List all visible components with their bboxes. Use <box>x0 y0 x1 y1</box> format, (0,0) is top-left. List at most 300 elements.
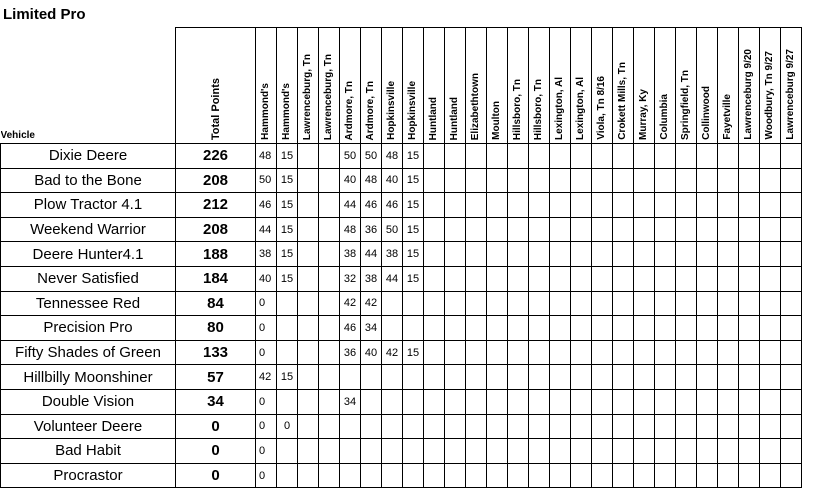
event-points-cell <box>697 365 718 390</box>
event-points-cell <box>508 439 529 464</box>
event-points-cell <box>298 291 319 316</box>
event-points-cell: 15 <box>403 193 424 218</box>
vehicle-name-cell: Never Satisfied <box>1 266 176 291</box>
event-points-cell <box>655 414 676 439</box>
event-points-cell <box>298 340 319 365</box>
event-points-cell <box>550 168 571 193</box>
table-row <box>1 217 802 242</box>
event-points-cell: 15 <box>277 168 298 193</box>
event-points-cell <box>697 266 718 291</box>
event-points-cell <box>445 242 466 267</box>
vehicle-name-cell: Bad Habit <box>1 439 176 464</box>
event-points-cell <box>487 217 508 242</box>
event-header-label: Collinwood <box>701 86 712 140</box>
event-points-cell <box>655 242 676 267</box>
event-points-cell <box>634 266 655 291</box>
event-points-cell <box>571 193 592 218</box>
table-row <box>1 316 802 341</box>
event-points-cell <box>676 316 697 341</box>
event-points-cell: 38 <box>361 266 382 291</box>
event-points-cell: 50 <box>382 217 403 242</box>
event-points-cell <box>718 144 739 169</box>
event-points-cell <box>298 242 319 267</box>
event-points-cell: 46 <box>256 193 277 218</box>
event-points-cell <box>676 439 697 464</box>
event-points-cell <box>466 242 487 267</box>
event-points-cell: 42 <box>361 291 382 316</box>
event-points-cell <box>424 217 445 242</box>
event-points-cell <box>634 439 655 464</box>
event-points-cell <box>592 217 613 242</box>
event-points-cell <box>550 144 571 169</box>
event-points-cell <box>781 193 802 218</box>
event-points-cell <box>697 463 718 488</box>
event-points-cell <box>760 316 781 341</box>
event-points-cell: 42 <box>256 365 277 390</box>
event-column-header <box>634 28 655 144</box>
event-column-header <box>256 28 277 144</box>
event-points-cell <box>634 168 655 193</box>
table-row <box>1 242 802 267</box>
total-points-cell: 0 <box>176 439 256 464</box>
event-column-header <box>550 28 571 144</box>
event-points-cell <box>592 340 613 365</box>
event-header-label: Huntland <box>428 96 439 140</box>
event-points-cell <box>550 266 571 291</box>
event-points-cell: 44 <box>361 242 382 267</box>
event-points-cell <box>529 316 550 341</box>
event-points-cell: 48 <box>340 217 361 242</box>
total-points-cell: 57 <box>176 365 256 390</box>
event-points-cell <box>361 414 382 439</box>
event-points-cell <box>697 389 718 414</box>
event-points-cell <box>319 291 340 316</box>
event-column-header <box>592 28 613 144</box>
event-points-cell: 36 <box>340 340 361 365</box>
event-column-header <box>739 28 760 144</box>
event-points-cell: 32 <box>340 266 361 291</box>
event-points-cell: 15 <box>277 266 298 291</box>
table-row <box>1 365 802 390</box>
event-points-cell <box>382 316 403 341</box>
event-points-cell: 15 <box>277 242 298 267</box>
event-header-label: Hillsboro, Tn <box>533 78 544 140</box>
event-points-cell: 38 <box>382 242 403 267</box>
event-points-cell <box>634 217 655 242</box>
event-points-cell <box>676 340 697 365</box>
event-points-cell <box>697 217 718 242</box>
event-points-cell <box>739 365 760 390</box>
event-points-cell: 44 <box>256 217 277 242</box>
event-header-label: Huntland <box>449 96 460 140</box>
total-points-column-header <box>176 28 256 144</box>
vehicle-column-header <box>1 28 176 144</box>
event-points-cell <box>382 291 403 316</box>
event-points-cell <box>424 291 445 316</box>
event-points-cell <box>508 340 529 365</box>
event-points-cell <box>676 389 697 414</box>
event-points-cell: 15 <box>403 266 424 291</box>
event-points-cell: 0 <box>277 414 298 439</box>
event-points-cell <box>466 463 487 488</box>
event-header-label: Lawrenceburg 9/20 <box>743 49 754 140</box>
event-points-cell <box>445 291 466 316</box>
event-points-cell <box>550 242 571 267</box>
event-points-cell <box>571 291 592 316</box>
event-points-cell <box>571 316 592 341</box>
event-points-cell <box>487 340 508 365</box>
event-points-cell <box>739 340 760 365</box>
event-points-cell <box>529 242 550 267</box>
event-points-cell <box>508 414 529 439</box>
event-points-cell <box>487 266 508 291</box>
event-points-cell <box>382 365 403 390</box>
event-points-cell <box>655 291 676 316</box>
event-points-cell <box>487 439 508 464</box>
event-points-cell <box>529 365 550 390</box>
event-points-cell <box>739 242 760 267</box>
event-points-cell <box>718 242 739 267</box>
event-points-cell <box>592 463 613 488</box>
event-points-cell <box>382 463 403 488</box>
vehicle-name-cell: Plow Tractor 4.1 <box>1 193 176 218</box>
vehicle-name-cell: Volunteer Deere <box>1 414 176 439</box>
event-points-cell <box>592 439 613 464</box>
event-points-cell <box>760 439 781 464</box>
event-points-cell <box>613 266 634 291</box>
event-header-label: Columbia <box>659 94 670 140</box>
event-points-cell <box>781 291 802 316</box>
event-points-cell <box>298 389 319 414</box>
event-points-cell <box>697 193 718 218</box>
event-points-cell: 0 <box>256 463 277 488</box>
event-points-cell: 50 <box>340 144 361 169</box>
vehicle-name-cell: Hillbilly Moonshiner <box>1 365 176 390</box>
event-points-cell <box>781 463 802 488</box>
event-column-header <box>361 28 382 144</box>
event-points-cell <box>487 291 508 316</box>
event-points-cell <box>634 365 655 390</box>
total-points-cell: 226 <box>176 144 256 169</box>
event-column-header <box>760 28 781 144</box>
event-points-cell <box>319 316 340 341</box>
event-points-cell <box>529 389 550 414</box>
event-points-cell <box>424 365 445 390</box>
event-points-cell <box>613 217 634 242</box>
event-points-cell <box>445 340 466 365</box>
event-points-cell <box>739 168 760 193</box>
event-points-cell <box>445 168 466 193</box>
event-points-cell <box>466 340 487 365</box>
event-points-cell <box>718 439 739 464</box>
total-points-cell: 208 <box>176 217 256 242</box>
event-header-label: Ardmore, Tn <box>365 80 376 140</box>
event-points-cell: 48 <box>361 168 382 193</box>
event-points-cell: 15 <box>403 168 424 193</box>
event-points-cell <box>760 242 781 267</box>
event-points-cell <box>445 316 466 341</box>
event-points-cell <box>319 168 340 193</box>
event-points-cell <box>466 365 487 390</box>
event-points-cell <box>571 463 592 488</box>
event-points-cell <box>319 365 340 390</box>
event-points-cell <box>382 439 403 464</box>
event-points-cell <box>466 439 487 464</box>
event-column-header <box>529 28 550 144</box>
event-points-cell <box>718 340 739 365</box>
event-header-label: Hillsboro, Tn <box>512 78 523 140</box>
event-column-header <box>466 28 487 144</box>
event-points-cell <box>424 193 445 218</box>
event-points-cell <box>613 365 634 390</box>
event-points-cell: 15 <box>403 242 424 267</box>
event-points-cell <box>529 193 550 218</box>
event-points-cell <box>529 144 550 169</box>
total-points-cell: 184 <box>176 266 256 291</box>
event-points-cell <box>529 168 550 193</box>
event-points-cell <box>613 389 634 414</box>
event-points-cell: 44 <box>340 193 361 218</box>
header-row <box>1 28 802 144</box>
event-points-cell <box>592 414 613 439</box>
event-points-cell <box>487 316 508 341</box>
event-points-cell <box>487 463 508 488</box>
event-points-cell <box>781 242 802 267</box>
table-row <box>1 463 802 488</box>
event-points-cell <box>655 340 676 365</box>
event-points-cell <box>739 291 760 316</box>
event-points-cell <box>403 389 424 414</box>
event-points-cell: 48 <box>256 144 277 169</box>
event-points-cell <box>529 291 550 316</box>
event-points-cell <box>634 316 655 341</box>
event-points-cell <box>466 316 487 341</box>
total-points-cell: 212 <box>176 193 256 218</box>
event-points-cell <box>781 414 802 439</box>
event-points-cell: 50 <box>256 168 277 193</box>
event-points-cell <box>550 316 571 341</box>
event-column-header <box>487 28 508 144</box>
event-points-cell <box>697 414 718 439</box>
event-header-label: Viola, Tn 8/16 <box>596 76 607 140</box>
event-points-cell <box>760 365 781 390</box>
event-points-cell <box>655 266 676 291</box>
event-points-cell <box>445 266 466 291</box>
event-points-cell <box>739 414 760 439</box>
event-header-label: Lawrenceburg, Tn <box>302 53 313 140</box>
event-points-cell <box>760 168 781 193</box>
event-points-cell <box>739 217 760 242</box>
event-points-cell <box>697 439 718 464</box>
event-points-cell <box>781 365 802 390</box>
event-points-cell <box>697 316 718 341</box>
event-points-cell <box>634 340 655 365</box>
event-points-cell: 46 <box>361 193 382 218</box>
event-points-cell <box>550 217 571 242</box>
event-points-cell <box>445 414 466 439</box>
event-column-header <box>340 28 361 144</box>
event-column-header <box>508 28 529 144</box>
event-points-cell <box>634 242 655 267</box>
event-points-cell: 46 <box>382 193 403 218</box>
event-points-cell <box>718 217 739 242</box>
event-points-cell <box>445 389 466 414</box>
event-points-cell <box>781 266 802 291</box>
event-points-cell <box>592 389 613 414</box>
event-points-cell <box>634 414 655 439</box>
event-points-cell <box>550 340 571 365</box>
event-points-cell <box>592 144 613 169</box>
event-points-cell <box>613 193 634 218</box>
event-points-cell <box>571 365 592 390</box>
event-points-cell <box>277 439 298 464</box>
event-points-cell: 40 <box>256 266 277 291</box>
table-row <box>1 144 802 169</box>
event-header-label: Lexington, Al <box>554 77 565 140</box>
event-points-cell: 15 <box>277 365 298 390</box>
vehicle-name-cell: Bad to the Bone <box>1 168 176 193</box>
event-points-cell <box>676 168 697 193</box>
event-points-cell <box>277 463 298 488</box>
event-column-header <box>676 28 697 144</box>
event-points-cell <box>403 463 424 488</box>
event-points-cell <box>781 316 802 341</box>
event-points-cell <box>529 414 550 439</box>
event-points-cell <box>613 168 634 193</box>
event-points-cell <box>298 168 319 193</box>
event-points-cell <box>571 144 592 169</box>
event-points-cell <box>508 365 529 390</box>
event-points-cell <box>340 414 361 439</box>
event-column-header <box>403 28 424 144</box>
event-points-cell: 42 <box>340 291 361 316</box>
event-points-cell <box>277 291 298 316</box>
event-points-cell <box>445 365 466 390</box>
event-points-cell <box>487 193 508 218</box>
event-points-cell <box>613 414 634 439</box>
event-points-cell <box>571 340 592 365</box>
event-points-cell <box>319 266 340 291</box>
event-points-cell: 15 <box>403 340 424 365</box>
event-points-cell <box>550 193 571 218</box>
event-points-cell: 36 <box>361 217 382 242</box>
total-points-cell: 0 <box>176 414 256 439</box>
event-points-cell <box>340 365 361 390</box>
table-row <box>1 414 802 439</box>
event-points-cell <box>592 291 613 316</box>
event-points-cell <box>445 463 466 488</box>
event-points-cell <box>319 217 340 242</box>
event-points-cell: 0 <box>256 291 277 316</box>
event-points-cell <box>676 144 697 169</box>
event-points-cell <box>403 414 424 439</box>
table-row <box>1 266 802 291</box>
event-points-cell <box>655 316 676 341</box>
event-points-cell <box>697 291 718 316</box>
event-points-cell <box>466 193 487 218</box>
event-points-cell <box>508 242 529 267</box>
event-points-cell <box>298 316 319 341</box>
event-points-cell <box>571 168 592 193</box>
event-points-cell <box>487 242 508 267</box>
event-points-cell <box>760 266 781 291</box>
event-points-cell <box>424 316 445 341</box>
event-points-cell <box>487 389 508 414</box>
event-points-cell: 50 <box>361 144 382 169</box>
event-points-cell <box>403 316 424 341</box>
event-points-cell <box>781 340 802 365</box>
event-points-cell <box>277 340 298 365</box>
event-points-cell <box>550 439 571 464</box>
event-column-header <box>655 28 676 144</box>
event-column-header <box>424 28 445 144</box>
event-points-cell <box>529 217 550 242</box>
event-points-cell <box>718 168 739 193</box>
event-points-cell <box>277 389 298 414</box>
event-points-cell <box>508 291 529 316</box>
event-points-cell <box>718 316 739 341</box>
event-points-cell <box>718 414 739 439</box>
event-points-cell: 44 <box>382 266 403 291</box>
event-points-cell <box>676 266 697 291</box>
event-points-cell <box>550 291 571 316</box>
event-points-cell <box>718 463 739 488</box>
event-points-cell <box>466 168 487 193</box>
event-points-cell <box>634 291 655 316</box>
event-points-cell <box>508 193 529 218</box>
event-column-header <box>445 28 466 144</box>
event-points-cell <box>592 365 613 390</box>
event-points-cell <box>529 340 550 365</box>
event-points-cell <box>424 463 445 488</box>
event-column-header <box>697 28 718 144</box>
event-points-cell <box>760 217 781 242</box>
event-points-cell <box>655 144 676 169</box>
event-points-cell <box>739 193 760 218</box>
event-points-cell <box>613 340 634 365</box>
total-points-cell: 0 <box>176 463 256 488</box>
event-points-cell: 15 <box>277 217 298 242</box>
event-points-cell: 0 <box>256 389 277 414</box>
event-points-cell <box>592 242 613 267</box>
event-points-cell <box>655 168 676 193</box>
vehicle-name-cell: Weekend Warrior <box>1 217 176 242</box>
event-points-cell <box>613 291 634 316</box>
event-points-cell <box>508 266 529 291</box>
event-points-cell <box>676 365 697 390</box>
event-points-cell: 0 <box>256 316 277 341</box>
event-points-cell <box>739 144 760 169</box>
event-points-cell <box>634 463 655 488</box>
event-column-header <box>571 28 592 144</box>
event-points-cell <box>319 463 340 488</box>
event-header-label: Hopkinsville <box>407 81 418 140</box>
event-points-cell <box>655 217 676 242</box>
event-points-cell <box>424 266 445 291</box>
table-row <box>1 389 802 414</box>
vehicle-name-cell: Tennessee Red <box>1 291 176 316</box>
event-points-cell <box>697 144 718 169</box>
event-points-cell <box>508 316 529 341</box>
event-points-cell <box>424 168 445 193</box>
event-points-cell <box>466 389 487 414</box>
event-column-header <box>382 28 403 144</box>
event-points-cell: 48 <box>382 144 403 169</box>
event-points-cell <box>277 316 298 341</box>
event-points-cell <box>592 266 613 291</box>
event-points-cell <box>403 439 424 464</box>
event-points-cell: 42 <box>382 340 403 365</box>
